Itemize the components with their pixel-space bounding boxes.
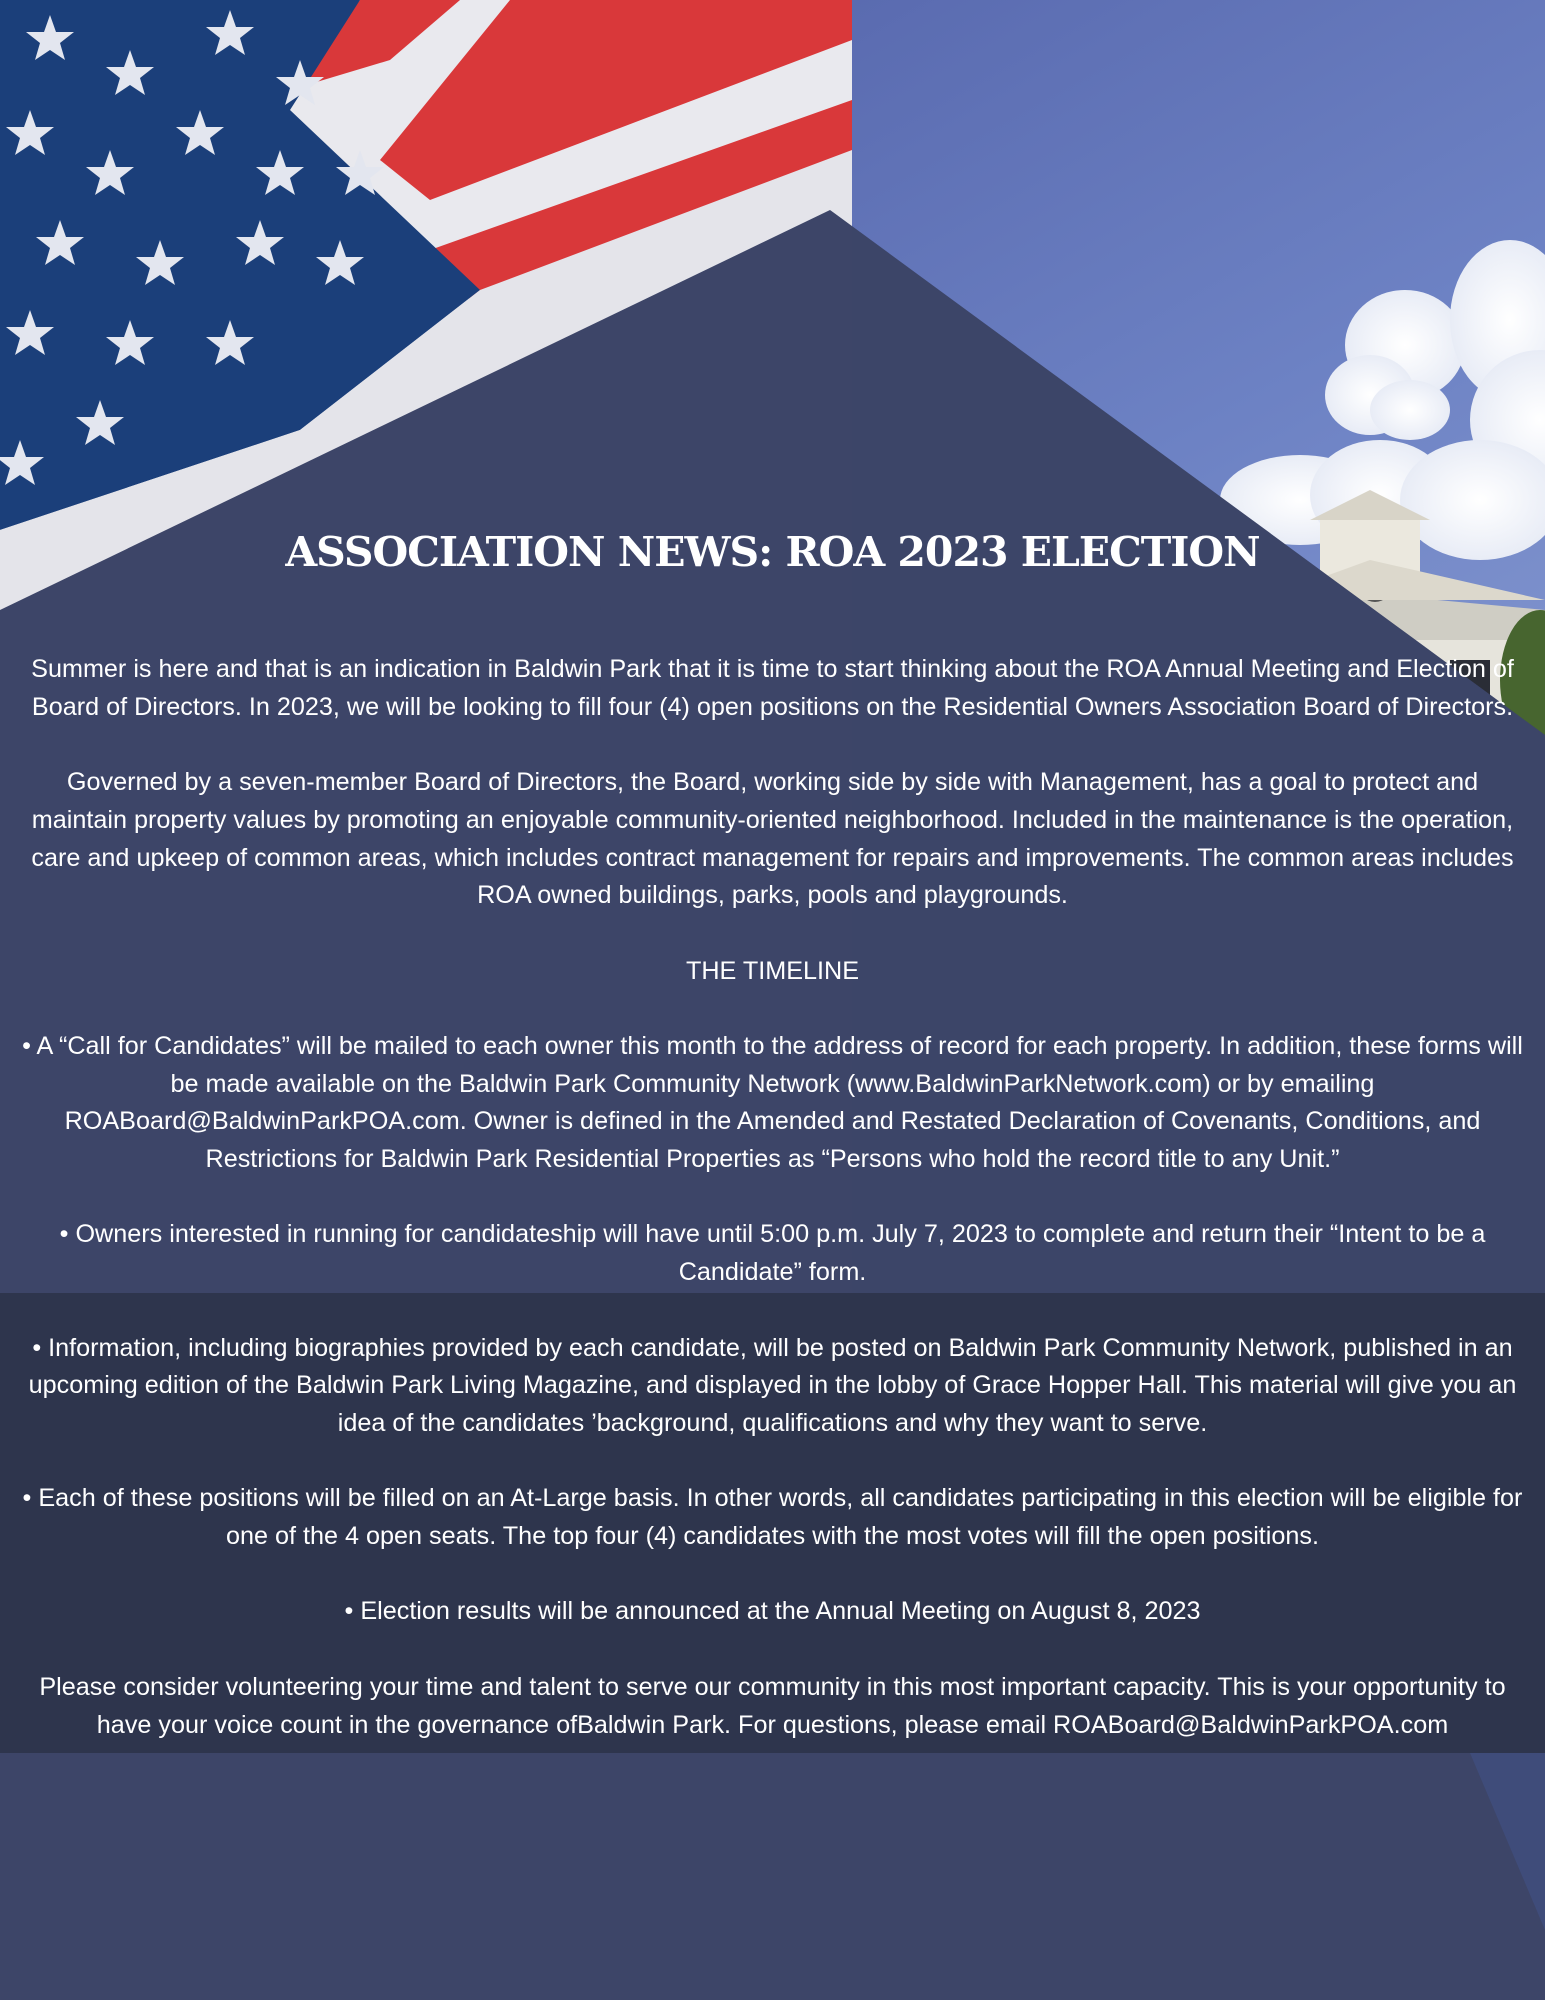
timeline-heading: THE TIMELINE <box>685 956 860 985</box>
article-body <box>20 651 1525 1744</box>
paragraph-board: Governed by a seven-member Board of Directors, the Board, working side by side with Management, has a goal to protect and maintain property values by promoting an enjoyable community-oriented neighborhood. Included in the maintenance is the operation, care and upkeep of common areas, which includes contract management for repairs and improvements. The common areas includes ROA owned buildings, parks, pools and playgrounds. <box>31 768 1514 910</box>
paragraph-closing: Please consider volunteering your time and talent to serve our community in this most important capacity. This is your opportunity to have your voice count in the governance ofBaldwin Park. For questions, please email ROABoard@BaldwinParkPOA.com <box>39 1672 1506 1739</box>
timeline-item-at-large: • Each of these positions will be filled on an At-Large basis. In other words, all candidates participating in this election will be eligible for one of the 4 open seats. The top four (4) candidates with the most votes will fill the open positions. <box>22 1484 1523 1551</box>
timeline-item-information: • Information, including biographies provided by each candidate, will be posted on Baldwin Park Community Network, published in an upcoming edition of the Baldwin Park Living Magazine, and displayed in the lobby of Grace Hopper Hall. This material will give you an idea of the candidates ’background, qualifications and why they want to serve. <box>28 1333 1517 1437</box>
timeline-item-results: • Election results will be announced at the Annual Meeting on August 8, 2023 <box>344 1597 1201 1626</box>
timeline-item-deadline: • Owners interested in running for candidateship will have until 5:00 p.m. July 7, 2023 to complete and return their “Intent to be a Candidate” form. <box>59 1220 1486 1287</box>
article-title: ASSOCIATION NEWS: ROA 2023 ELECTION <box>285 528 1260 576</box>
paragraph-intro: Summer is here and that is an indication in Baldwin Park that it is time to start thinking about the ROA Annual Meeting and Election of Board of Directors. In 2023, we will be looking to fill four (4) open positions on the Residential Owners Association Board of Directors. <box>31 655 1514 721</box>
timeline-item-call-for-candidates: • A “Call for Candidates” will be mailed to each owner this month to the address of record for each property. In addition, these forms will be made available on the Baldwin Park Community Network (www.BaldwinParkNetwork.com) or by emailing ROABoard@BaldwinParkPOA.com. Owner is defined in the Amended and Restated Declaration of Covenants, Conditions, and Restrictions for Baldwin Park Residential Properties as “Persons who hold the record title to any Unit.” <box>22 1031 1523 1174</box>
